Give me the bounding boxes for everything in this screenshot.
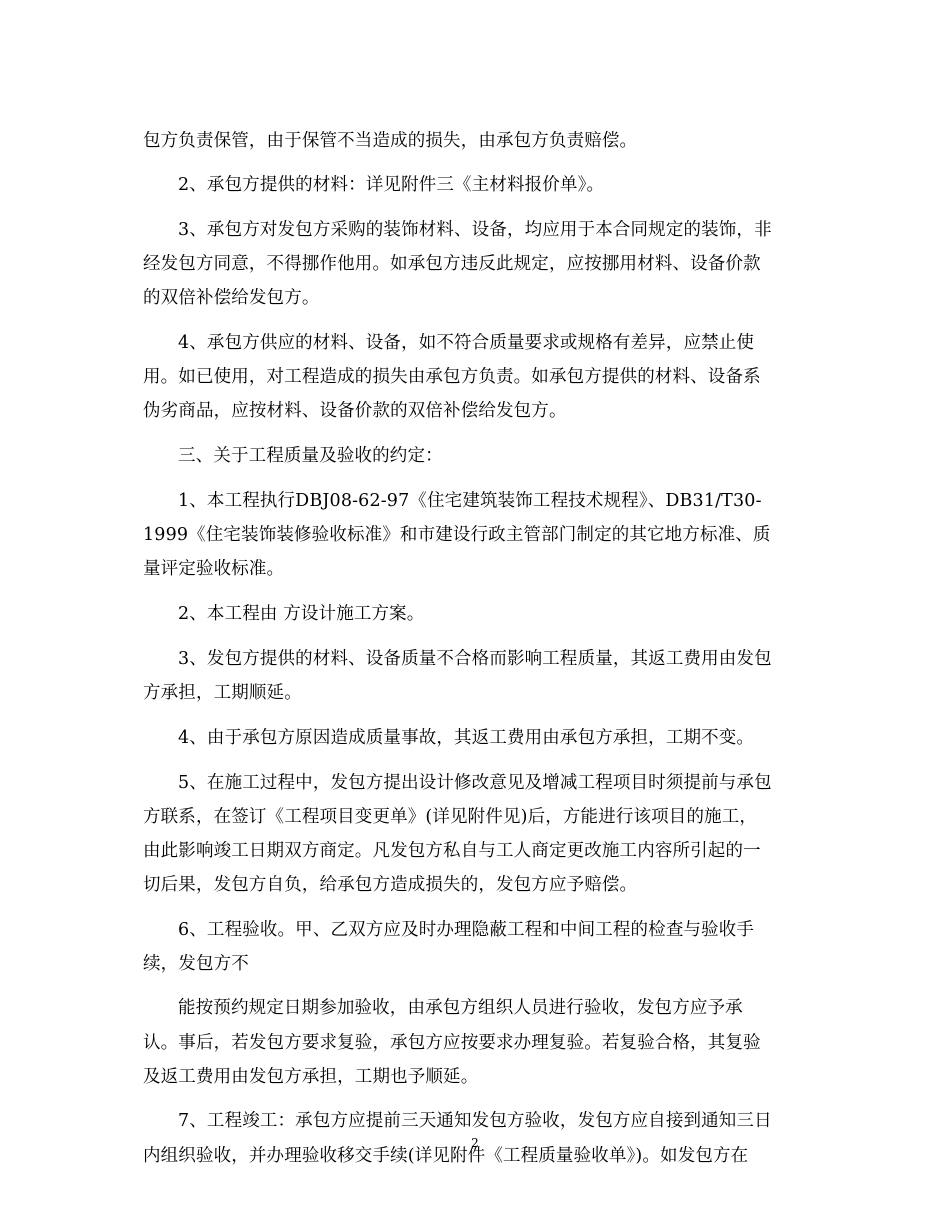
paragraph-line: 认。事后，若发包方要求复验，承包方应按要求办理复验。若复验合格，其复验	[143, 1033, 761, 1053]
section-heading: 三、关于工程质量及验收的约定：	[178, 446, 443, 466]
paragraph-line: 续，发包方不	[143, 954, 249, 974]
paragraph-line: 能按预约规定日期参加验收，由承包方组织人员进行验收，发包方应予承	[178, 998, 743, 1018]
paragraph-line: 的双倍补偿给发包方。	[143, 288, 320, 308]
paragraph-line: 包方负责保管，由于保管不当造成的损失，由承包方负责赔偿。	[143, 131, 638, 151]
paragraph-line: 方联系，在签订《工程项目变更单》(详见附件见)后，方能进行该项目的施工，	[143, 807, 758, 827]
paragraph-line: 4、由于承包方原因造成质量事故，其返工费用由承包方承担，工期不变。	[178, 728, 755, 748]
paragraph-line: 3、发包方提供的材料、设备质量不合格而影响工程质量，其返工费用由发包	[178, 649, 772, 669]
page-number: 2	[471, 1136, 479, 1150]
paragraph-line: 1999《住宅装饰装修验收标准》和市建设行政主管部门制定的其它地方标准、质	[143, 525, 771, 545]
paragraph-line: 2、本工程由 方设计施工方案。	[178, 604, 425, 624]
paragraph-line: 伪劣商品，应按材料、设备价款的双倍补偿给发包方。	[143, 401, 567, 421]
paragraph-line: 由此影响竣工日期双方商定。凡发包方私自与工人商定更改施工内容所引起的一	[143, 841, 761, 861]
paragraph-line: 3、承包方对发包方采购的装饰材料、设备，均应用于本合同规定的装饰，非	[178, 220, 772, 240]
paragraph-line: 量评定验收标准。	[143, 559, 285, 579]
paragraph-line: 4、承包方供应的材料、设备，如不符合质量要求或规格有差异，应禁止使	[178, 333, 755, 353]
paragraph-line: 及返工费用由发包方承担，工期也予顺延。	[143, 1067, 479, 1087]
paragraph-line: 用。如已使用，对工程造成的损失由承包方负责。如承包方提供的材料、设备系	[143, 367, 761, 387]
paragraph-line: 经发包方同意，不得挪作他用。如承包方违反此规定，应按挪用材料、设备价款	[143, 254, 761, 274]
paragraph-line: 切后果，发包方自负，给承包方造成损失的，发包方应予赔偿。	[143, 875, 638, 895]
paragraph-line: 1、本工程执行DBJ08-62-97《住宅建筑装饰工程技术规程》、DB31/T30-	[178, 491, 762, 511]
paragraph-line: 5、在施工过程中，发包方提出设计修改意见及增减工程项目时须提前与承包	[178, 773, 772, 793]
paragraph-line: 内组织验收，并办理验收移交手续(详见附件《工程质量验收单》)。如发包方在	[143, 1146, 749, 1166]
paragraph-line: 方承担，工期顺延。	[143, 683, 302, 703]
paragraph-line: 2、承包方提供的材料：详见附件三《主材料报价单》。	[178, 175, 605, 195]
paragraph-line: 6、工程验收。甲、乙双方应及时办理隐蔽工程和中间工程的检查与验收手	[178, 920, 755, 940]
paragraph-line: 7、工程竣工：承包方应提前三天通知发包方验收，发包方应自接到通知三日	[178, 1111, 772, 1131]
